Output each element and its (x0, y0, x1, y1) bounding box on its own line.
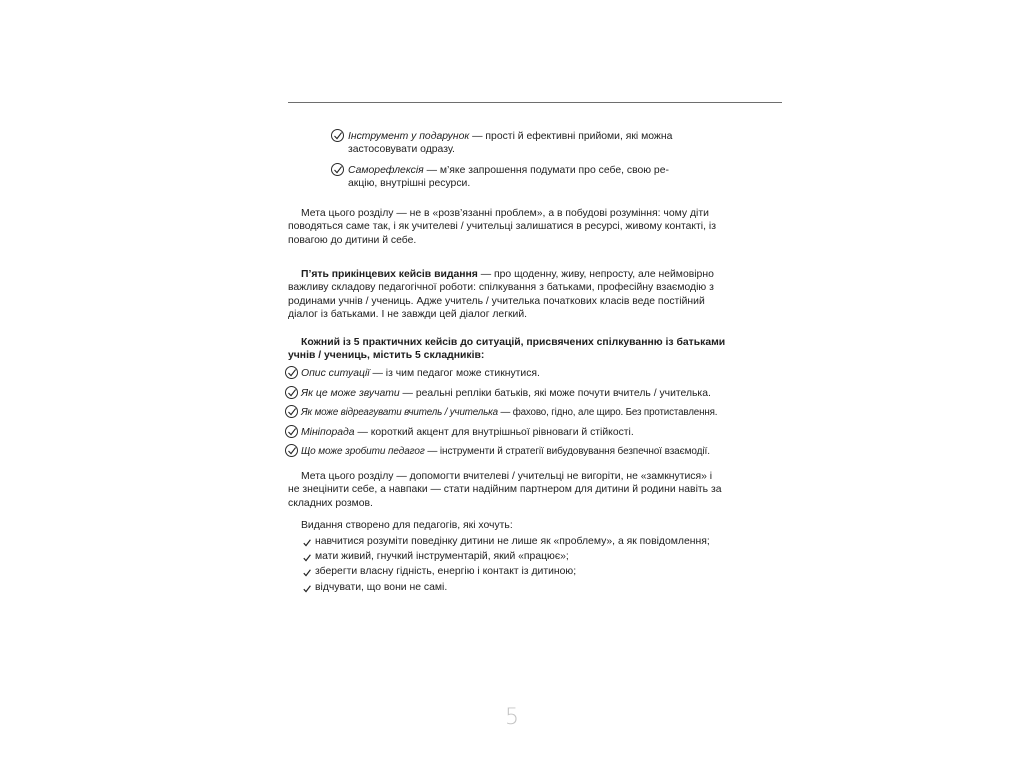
intro-item-title: Саморефлексія (348, 165, 424, 176)
intro-item (331, 130, 691, 157)
component-text: — фахово, гідно, але щиро. Без протиставлення. (497, 407, 718, 418)
intro-item-text-cont: акцію, внутрішні ресурси. (348, 178, 471, 190)
circled-check-icon (331, 163, 344, 176)
circled-check-icon (285, 444, 298, 457)
page-number: 5 (505, 705, 519, 730)
paragraph-bold-lead: П’ять прикінцевих кейсів видання (301, 269, 478, 280)
component-text: — короткий акцент для внутрішньої рівноваги й стійкості. (354, 427, 634, 438)
paragraph-goal (288, 207, 726, 247)
list-item-text: мати живий, гнучкий інструментарій, який «працює»; (315, 551, 569, 563)
component-item (285, 406, 745, 419)
paragraph-components-intro (288, 336, 726, 363)
list-item-text: навчитися розуміти поведінку дитини не лише як «проблему», а як повідомлення; (315, 536, 710, 547)
circled-check-icon (285, 405, 298, 418)
intro-item-text: — прості й ефективні прийоми, які можна (469, 131, 673, 142)
header-rule (288, 102, 782, 103)
circled-check-icon (285, 366, 298, 379)
paragraph-text: Мета цього розділу — допомогти вчителеві / учительці не вигоріти, не «замкнутися» і не знецінити себе, а навпаки — стати надійним партнером для дитини й родини навіть за складних розмов. (288, 471, 722, 509)
list-item-text: зберегти власну гідність, енергію і контакт із дитиною; (315, 566, 577, 578)
component-title: Опис ситуації (301, 368, 370, 379)
list-item (303, 564, 743, 579)
list-item (303, 580, 743, 595)
list-item (303, 534, 743, 549)
paragraph-text: Мета цього розділу — не в «розв’язанні проблем», а в побудові розуміння: чому діти поводяться саме так, і як учителеві / учительці залишатися в ресурсі, живому контакті, із повагою до дитини й себе. (288, 208, 716, 246)
check-icon (303, 583, 311, 598)
component-title: Як може відреагувати вчитель / учителька (301, 407, 498, 418)
component-text: — реальні репліки батьків, які може почути вчитель / учителька. (399, 388, 711, 399)
component-title: Що може зробити педагог (301, 446, 425, 457)
component-text: — із чим педагог може стикнутися. (369, 368, 540, 379)
component-item (285, 445, 745, 458)
list-item-text: відчувати, що вони не самі. (315, 581, 448, 593)
component-text: — інструменти й стратегії вибудовування безпечної взаємодії. (424, 446, 710, 457)
paragraph-cases (288, 268, 726, 322)
component-item (285, 367, 745, 380)
component-title: Мініпорада (301, 427, 355, 438)
goals-list (303, 534, 743, 595)
intro-item (331, 164, 691, 191)
intro-item-text: — м’яке запрошення подумати про себе, свою ре- (423, 165, 669, 176)
component-item (285, 426, 745, 439)
list-item (303, 549, 743, 564)
intro-item-title: Інструмент у подарунок (348, 131, 470, 142)
list-intro (288, 519, 726, 532)
intro-item-text-cont: застосовувати одразу. (348, 144, 455, 156)
component-item (285, 387, 745, 400)
circled-check-icon (285, 425, 298, 438)
component-title: Як це може звучати (301, 388, 400, 399)
circled-check-icon (285, 386, 298, 399)
paragraph-purpose (288, 470, 726, 510)
list-intro-text: Видання створено для педагогів, які хочуть: (301, 520, 513, 531)
circled-check-icon (331, 129, 344, 142)
paragraph-bold-text: Кожний із 5 практичних кейсів до ситуацій, присвячених спілкуванню із батьками учнів / учениць, містить 5 складників: (288, 337, 726, 362)
paragraph-text: — про щоденну, живу, непросту, але неймовірно важливу складову педагогічної роботи: спілкування з батьками, професійну взаємодію з родинами учнів / учениць. Адже учитель / учителька початкових класів веде постійний діалог із батьками. І не завжди цей діалог легкий. (288, 269, 714, 321)
